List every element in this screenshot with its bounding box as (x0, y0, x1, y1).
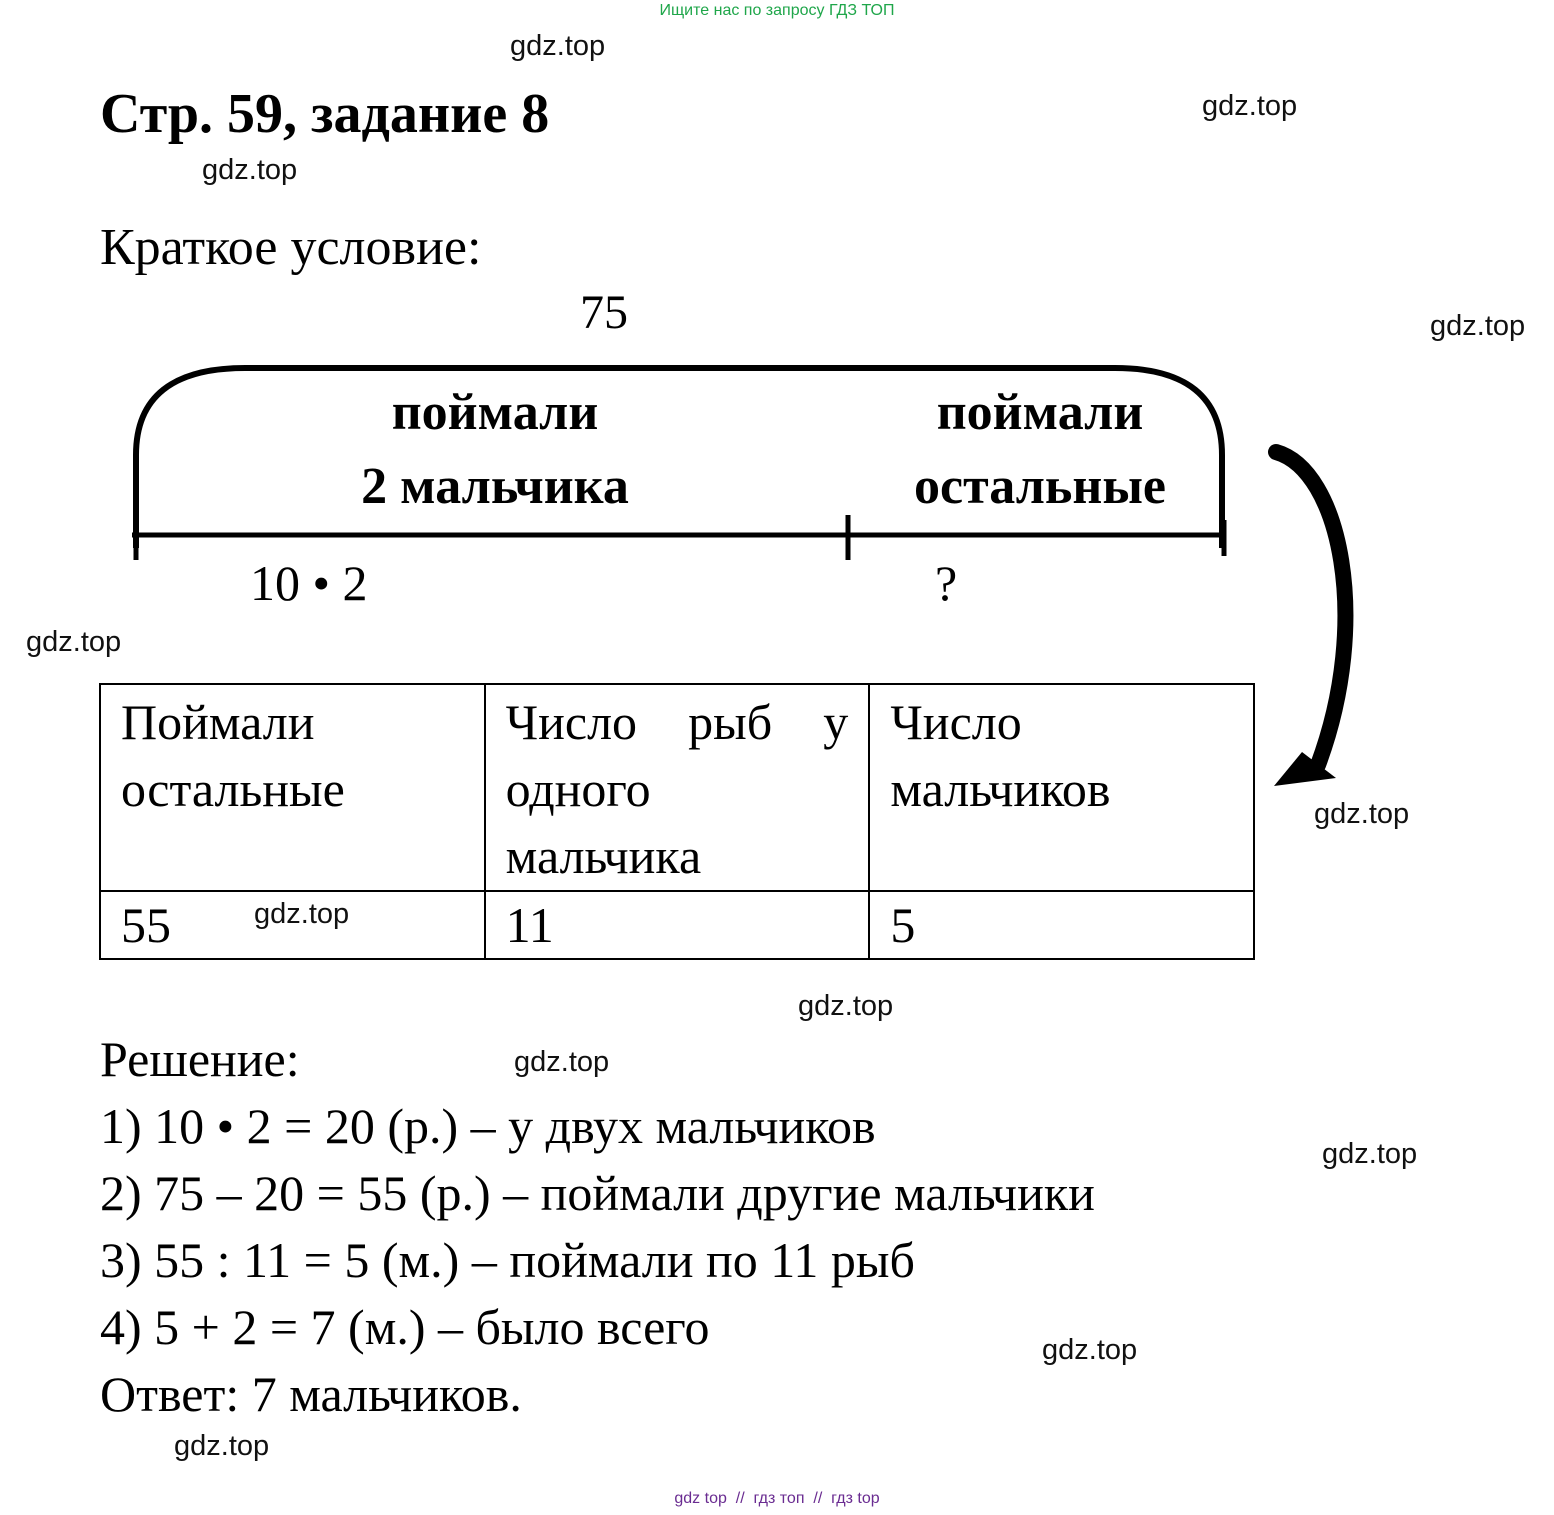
short-condition-label: Краткое условие: (100, 219, 482, 276)
watermark: gdz.top (1322, 1138, 1418, 1170)
right-segment-line2: остальные (913, 458, 1167, 515)
curved-arrow (1276, 452, 1345, 765)
solution-step-2: 2) 75 – 20 = 55 (р.) – поймали другие мальчики (100, 1165, 1095, 1221)
watermark: gdz.top (510, 30, 606, 62)
solution-step-4: 4) 5 + 2 = 7 (м.) – было всего (100, 1299, 710, 1355)
table-header-row (100, 684, 1254, 891)
diagram-left-segment (290, 376, 700, 524)
watermark: gdz.top (1314, 798, 1410, 830)
value-fish-per-boy: 11 (485, 891, 870, 959)
right-segment-line1: поймали (936, 384, 1144, 441)
header-boys-count: Число мальчиков (869, 684, 1254, 891)
watermark: gdz.top (26, 626, 122, 658)
right-segment-value: ? (935, 555, 958, 611)
watermark: gdz.top (174, 1430, 270, 1462)
answer: Ответ: 7 мальчиков. (100, 1366, 522, 1422)
solution-step-1: 1) 10 • 2 = 20 (р.) – у двух мальчиков (100, 1098, 876, 1154)
watermark: gdz.top (1202, 90, 1298, 122)
watermark: gdz.top (254, 898, 350, 930)
value-caught-rest: 55 (100, 891, 485, 959)
watermark: gdz.top (798, 990, 894, 1022)
page-title: Стр. 59, задание 8 (100, 83, 550, 145)
watermark: gdz.top (1430, 310, 1526, 342)
header-caught-rest: Поймали остальные (100, 684, 485, 891)
left-segment-value: 10 • 2 (250, 555, 368, 611)
left-segment-line2: 2 мальчика (361, 458, 629, 515)
solution-step-3: 3) 55 : 11 = 5 (м.) – поймали по 11 рыб (100, 1232, 915, 1288)
solution-label: Решение: (100, 1031, 300, 1087)
value-boys-count: 5 (869, 891, 1254, 959)
watermark: gdz.top (1042, 1334, 1138, 1366)
bottom-banner: gdz top // гдз топ // гдз top (674, 1490, 880, 1507)
watermark: gdz.top (202, 154, 298, 186)
watermark: gdz.top (514, 1046, 610, 1078)
left-segment-line1: поймали (391, 384, 599, 441)
header-fish-per-boy: Число рыб у одного мальчика (485, 684, 870, 891)
diagram-total: 75 (580, 286, 628, 339)
diagram-right-segment (862, 376, 1218, 524)
top-banner: Ищите нас по запросу ГДЗ ТОП (659, 2, 895, 19)
